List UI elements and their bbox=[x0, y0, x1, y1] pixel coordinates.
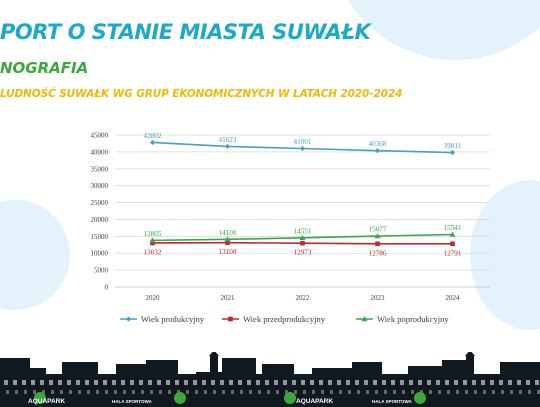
skyline-tower bbox=[466, 356, 474, 376]
y-tick-label: 45000 bbox=[90, 131, 108, 140]
skyline-window bbox=[337, 380, 341, 385]
skyline-window bbox=[96, 390, 99, 394]
skyline-window bbox=[348, 390, 351, 394]
skyline-window bbox=[121, 380, 125, 385]
skyline-window bbox=[357, 390, 360, 394]
skyline-window bbox=[454, 380, 458, 385]
skyline-label: AQUAPARK bbox=[28, 398, 66, 405]
skyline-window bbox=[391, 380, 395, 385]
skyline-tower-roof bbox=[209, 352, 219, 356]
chart-title: LUDNOŚĆ SUWAŁK WG GRUP EKONOMICZNYCH W LATACH 2020-2024 bbox=[0, 88, 403, 100]
skyline-window bbox=[456, 390, 459, 394]
data-label: 15541 bbox=[443, 224, 462, 233]
skyline-window bbox=[472, 380, 476, 385]
skyline-window bbox=[492, 390, 495, 394]
skyline-window bbox=[276, 390, 279, 394]
skyline-window bbox=[157, 380, 161, 385]
skyline-window bbox=[328, 380, 332, 385]
skyline-window bbox=[447, 390, 450, 394]
skyline-window bbox=[436, 380, 440, 385]
skyline-window bbox=[463, 380, 467, 385]
data-point bbox=[300, 241, 305, 246]
skyline-window bbox=[130, 380, 134, 385]
skyline-window bbox=[87, 390, 90, 394]
skyline-window bbox=[438, 390, 441, 394]
skyline-window bbox=[51, 390, 54, 394]
skyline-window bbox=[400, 380, 404, 385]
legend-label: Wiek poprodukcyjny bbox=[377, 314, 449, 324]
skyline-window bbox=[148, 380, 152, 385]
data-point bbox=[225, 144, 230, 149]
skyline-window bbox=[58, 380, 62, 385]
skyline-window bbox=[321, 390, 324, 394]
skyline-window bbox=[501, 390, 504, 394]
skyline-window bbox=[168, 390, 171, 394]
skyline-window bbox=[49, 380, 53, 385]
data-point bbox=[375, 242, 380, 247]
legend-marker bbox=[228, 317, 233, 322]
skyline-window bbox=[213, 390, 216, 394]
x-tick-label: 2021 bbox=[220, 294, 235, 302]
data-label: 13108 bbox=[218, 248, 237, 257]
skyline-window bbox=[193, 380, 197, 385]
data-label: 41001 bbox=[293, 138, 312, 147]
skyline-window bbox=[22, 380, 26, 385]
chart-grid bbox=[115, 135, 490, 287]
series-2 bbox=[150, 240, 455, 246]
skyline-window bbox=[303, 390, 306, 394]
skyline-window bbox=[103, 380, 107, 385]
skyline-label: HALA SPORTOWA bbox=[112, 399, 152, 404]
skyline-window bbox=[159, 390, 162, 394]
skyline-window bbox=[13, 380, 17, 385]
data-point bbox=[150, 140, 155, 145]
data-point bbox=[450, 241, 455, 246]
skyline-window bbox=[24, 390, 27, 394]
skyline-window bbox=[526, 380, 530, 385]
skyline-tree bbox=[174, 392, 186, 404]
skyline-window bbox=[301, 380, 305, 385]
skyline-window bbox=[184, 380, 188, 385]
skyline-window bbox=[490, 380, 494, 385]
skyline-window bbox=[427, 380, 431, 385]
skyline-building bbox=[352, 362, 382, 382]
skyline-building bbox=[62, 362, 98, 382]
skyline-window bbox=[411, 390, 414, 394]
skyline-building bbox=[146, 360, 178, 382]
skyline-window bbox=[292, 380, 296, 385]
y-tick-label: 15000 bbox=[90, 232, 108, 241]
skyline-window bbox=[508, 380, 512, 385]
skyline-window bbox=[6, 390, 9, 394]
skyline-window bbox=[195, 390, 198, 394]
skyline-window bbox=[382, 380, 386, 385]
skyline-window bbox=[166, 380, 170, 385]
skyline-window bbox=[366, 390, 369, 394]
skyline-window bbox=[220, 380, 224, 385]
data-label: 12973 bbox=[293, 248, 312, 257]
skyline-window bbox=[283, 380, 287, 385]
skyline-window bbox=[258, 390, 261, 394]
y-tick-label: 35000 bbox=[90, 165, 108, 174]
skyline-window bbox=[393, 390, 396, 394]
skyline-window bbox=[402, 390, 405, 394]
skyline-window bbox=[150, 390, 153, 394]
skyline-window bbox=[483, 390, 486, 394]
data-point bbox=[375, 148, 380, 153]
y-tick-label: 20000 bbox=[90, 215, 108, 224]
skyline-window bbox=[339, 390, 342, 394]
skyline-window bbox=[4, 380, 8, 385]
skyline-window bbox=[445, 380, 449, 385]
skyline-building bbox=[408, 366, 442, 382]
data-label: 14551 bbox=[293, 227, 312, 236]
skyline-window bbox=[33, 390, 36, 394]
data-label: 12786 bbox=[368, 249, 387, 258]
data-point bbox=[300, 146, 305, 151]
legend-marker bbox=[126, 316, 131, 321]
skyline-window bbox=[231, 390, 234, 394]
skyline-window bbox=[330, 390, 333, 394]
skyline-window bbox=[312, 390, 315, 394]
skyline-window bbox=[240, 390, 243, 394]
skyline-window bbox=[76, 380, 80, 385]
legend-label: Wiek przedprodukcyjny bbox=[243, 314, 326, 324]
skyline-window bbox=[204, 390, 207, 394]
skyline-window bbox=[373, 380, 377, 385]
skyline-window bbox=[510, 390, 513, 394]
skyline-window bbox=[60, 390, 63, 394]
skyline-window bbox=[429, 390, 432, 394]
section-title: NOGRAFIA bbox=[0, 59, 89, 77]
skyline-window bbox=[238, 380, 242, 385]
y-tick-label: 30000 bbox=[90, 182, 108, 191]
skyline-window bbox=[474, 390, 477, 394]
x-tick-label: 2023 bbox=[370, 294, 385, 302]
skyline-window bbox=[229, 380, 233, 385]
chart-legend bbox=[120, 314, 449, 324]
data-label: 12791 bbox=[443, 249, 462, 258]
skyline-window bbox=[319, 380, 323, 385]
skyline-window bbox=[247, 380, 251, 385]
skyline-window bbox=[186, 390, 189, 394]
skyline-window bbox=[31, 380, 35, 385]
y-tick-label: 40000 bbox=[90, 148, 108, 157]
report-title: PORT O STANIE MIASTA SUWAŁK bbox=[0, 20, 371, 44]
skyline-window bbox=[69, 390, 72, 394]
skyline-window bbox=[519, 390, 522, 394]
x-tick-label: 2024 bbox=[445, 294, 460, 302]
data-point bbox=[450, 150, 455, 155]
skyline-window bbox=[310, 380, 314, 385]
skyline-window bbox=[535, 380, 539, 385]
skyline-window bbox=[517, 380, 521, 385]
data-label: 13032 bbox=[143, 248, 162, 257]
skyline-window bbox=[528, 390, 531, 394]
skyline-building bbox=[22, 368, 46, 382]
skyline-window bbox=[418, 380, 422, 385]
y-tick-label: 10000 bbox=[90, 249, 108, 258]
x-tick-label: 2022 bbox=[295, 294, 310, 302]
legend-label: Wiek produkcyjny bbox=[141, 314, 205, 324]
skyline-building bbox=[222, 358, 256, 382]
skyline-building bbox=[500, 362, 540, 382]
skyline-window bbox=[78, 390, 81, 394]
skyline-window bbox=[112, 380, 116, 385]
data-label: 13805 bbox=[143, 229, 162, 238]
skyline-window bbox=[175, 380, 179, 385]
skyline-window bbox=[256, 380, 260, 385]
skyline-window bbox=[105, 390, 108, 394]
skyline-window bbox=[85, 380, 89, 385]
skyline-window bbox=[265, 380, 269, 385]
skyline-window bbox=[94, 380, 98, 385]
skyline-window bbox=[364, 380, 368, 385]
skyline-window bbox=[499, 380, 503, 385]
skyline-window bbox=[15, 390, 18, 394]
skyline-window bbox=[40, 380, 44, 385]
skyline-window bbox=[294, 390, 297, 394]
skyline-window bbox=[249, 390, 252, 394]
city-skyline-footer bbox=[0, 352, 540, 407]
skyline-building bbox=[312, 368, 354, 382]
skyline-window bbox=[465, 390, 468, 394]
data-label: 14108 bbox=[218, 228, 237, 237]
skyline-window bbox=[67, 380, 71, 385]
data-label: 41623 bbox=[218, 135, 237, 144]
skyline-building bbox=[262, 364, 294, 382]
skyline-window bbox=[384, 390, 387, 394]
data-label: 15077 bbox=[368, 225, 387, 234]
y-axis-ticks bbox=[91, 132, 109, 292]
skyline-window bbox=[222, 390, 225, 394]
y-tick-label: 5000 bbox=[94, 266, 108, 275]
skyline-tower bbox=[210, 356, 218, 376]
data-label: 39811 bbox=[443, 142, 462, 151]
x-axis-ticks bbox=[146, 294, 461, 302]
skyline-tower-roof bbox=[465, 352, 475, 356]
skyline-window bbox=[123, 390, 126, 394]
skyline-window bbox=[114, 390, 117, 394]
skyline-window bbox=[375, 390, 378, 394]
skyline-tree bbox=[414, 392, 426, 404]
skyline-window bbox=[409, 380, 413, 385]
data-label: 42802 bbox=[143, 131, 162, 140]
skyline-window bbox=[132, 390, 135, 394]
skyline-window bbox=[346, 380, 350, 385]
skyline-label: HALA SPORTOWA bbox=[372, 399, 412, 404]
y-tick-label: 0 bbox=[104, 283, 108, 292]
skyline-window bbox=[139, 380, 143, 385]
skyline-label: AQUAPARK bbox=[296, 398, 334, 405]
data-label: 40368 bbox=[368, 140, 387, 149]
skyline-window bbox=[141, 390, 144, 394]
x-tick-label: 2020 bbox=[145, 294, 160, 302]
skyline-window bbox=[211, 380, 215, 385]
y-tick-label: 25000 bbox=[90, 199, 108, 208]
skyline-window bbox=[481, 380, 485, 385]
skyline-window bbox=[274, 380, 278, 385]
skyline-window bbox=[202, 380, 206, 385]
skyline-window bbox=[267, 390, 270, 394]
skyline-tree bbox=[284, 392, 296, 404]
skyline-window bbox=[355, 380, 359, 385]
